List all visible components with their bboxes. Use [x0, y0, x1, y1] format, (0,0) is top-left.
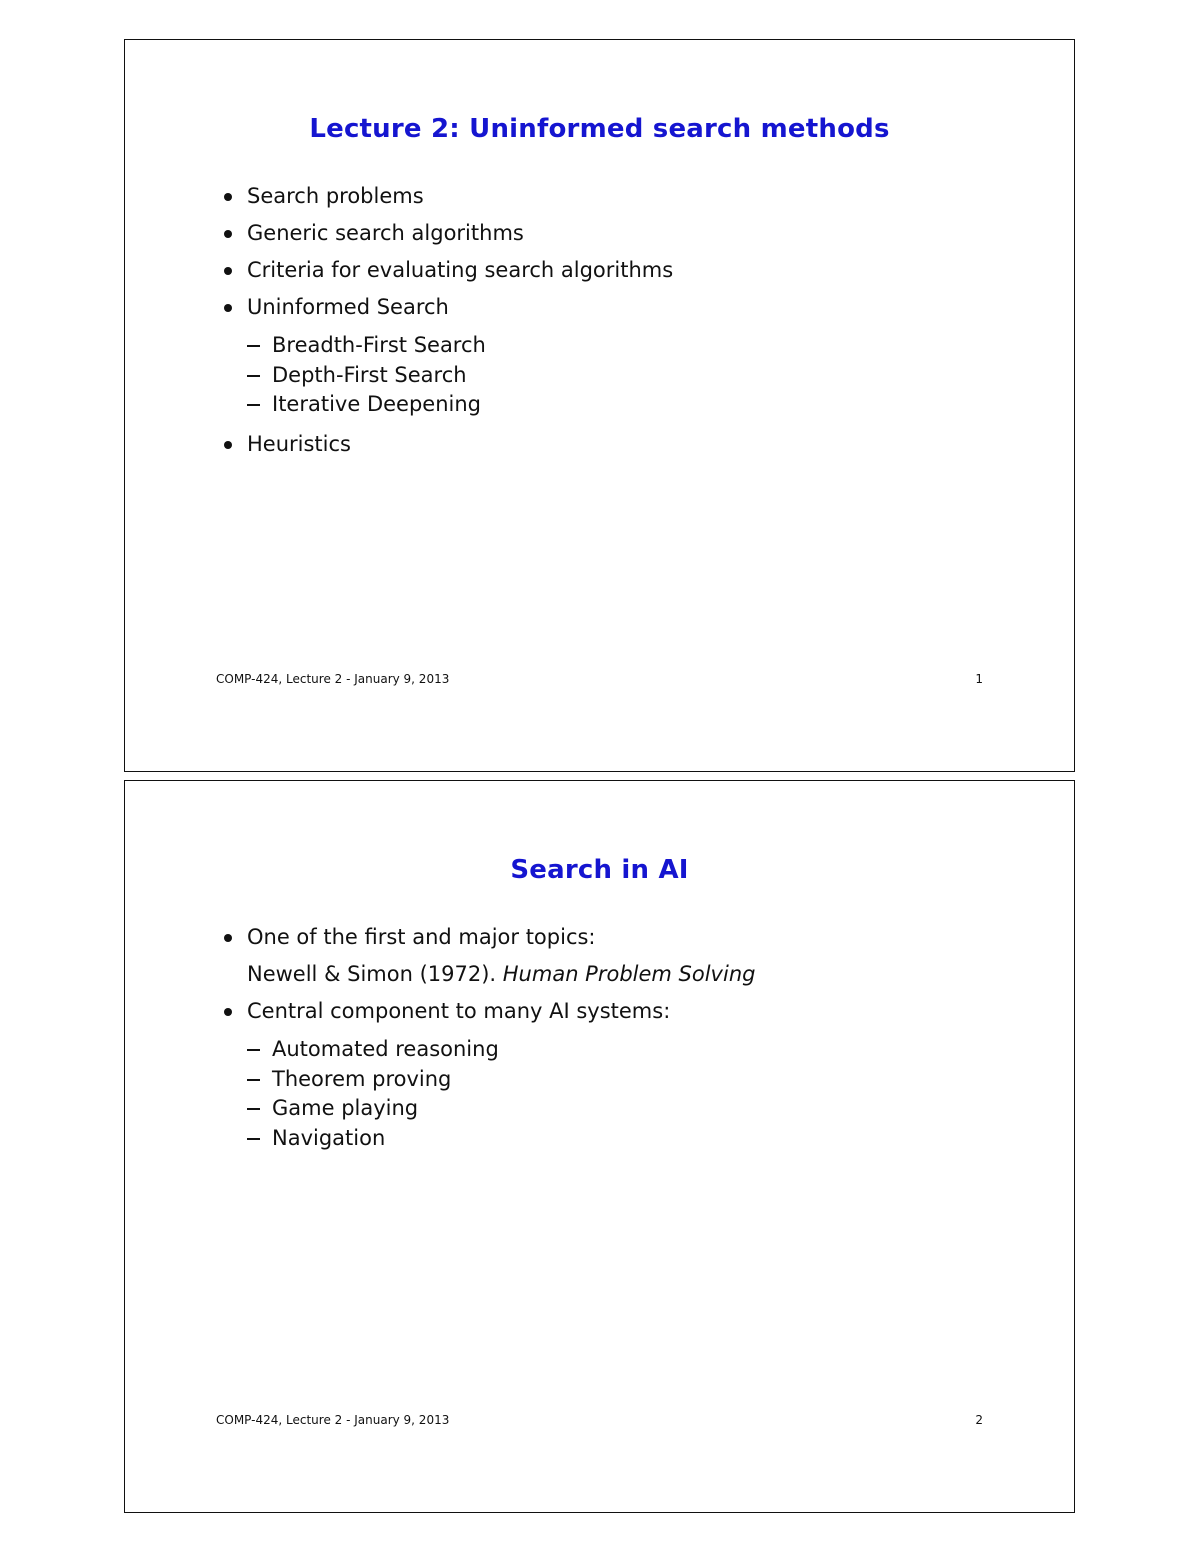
- dash-icon: [247, 345, 260, 347]
- bullet-dot-icon: [224, 193, 232, 201]
- dash-icon: [247, 1138, 260, 1140]
- slide-2: [124, 780, 1075, 1513]
- bullet-dot-icon: [224, 1008, 232, 1016]
- bullet-text: One of the first and major topics:: [247, 925, 596, 949]
- dash-icon: [247, 1079, 260, 1081]
- sub-bullet-item: [247, 1065, 1034, 1095]
- citation-line: [247, 961, 1034, 987]
- page-number: 2: [975, 1413, 983, 1427]
- citation-authors: Newell & Simon (1972).: [247, 962, 503, 986]
- sub-bullet-item: [247, 331, 1034, 361]
- bullet-text: Search problems: [247, 184, 424, 208]
- bullet-dot-icon: [224, 304, 232, 312]
- sub-bullet-text: Breadth-First Search: [272, 333, 486, 357]
- bullet-dot-icon: [224, 267, 232, 275]
- page-number: 1: [975, 672, 983, 686]
- bullet-text: Central component to many AI systems:: [247, 999, 671, 1023]
- bullet-item: [221, 998, 1034, 1153]
- slide-title: Lecture 2: Uninformed search methods: [309, 114, 890, 144]
- sub-bullet-text: Automated reasoning: [272, 1037, 499, 1061]
- sub-bullet-list: [247, 331, 1034, 420]
- bullet-item: [221, 257, 1034, 283]
- bullet-item: [221, 924, 1034, 987]
- sub-bullet-list: [247, 1035, 1034, 1153]
- bullet-item: [221, 183, 1034, 209]
- sub-bullet-item: [247, 361, 1034, 391]
- sub-bullet-text: Theorem proving: [272, 1066, 452, 1091]
- bullet-dot-icon: [224, 441, 232, 449]
- slide-1: [124, 39, 1075, 772]
- sub-bullet-item: [247, 1035, 1034, 1065]
- footer-course-info: COMP-424, Lecture 2 - January 9, 2013: [216, 672, 450, 686]
- citation-book-title: Human Problem Solving: [502, 962, 756, 986]
- bullet-text: Criteria for evaluating search algorithms: [247, 258, 674, 282]
- sub-bullet-text: Iterative Deepening: [272, 392, 481, 416]
- bullet-text: Heuristics: [247, 431, 351, 456]
- bullet-item: [221, 431, 1034, 457]
- bullet-dot-icon: [224, 230, 232, 238]
- bullet-text: Uninformed Search: [247, 295, 449, 319]
- bullet-text: Generic search algorithms: [247, 221, 524, 245]
- sub-bullet-text: Navigation: [272, 1125, 386, 1150]
- dash-icon: [247, 404, 260, 406]
- footer-course-info: COMP-424, Lecture 2 - January 9, 2013: [216, 1413, 450, 1427]
- bullet-item: [221, 294, 1034, 420]
- bullet-item: [221, 220, 1034, 246]
- sub-bullet-item: [247, 1124, 1034, 1154]
- sub-bullet-item: [247, 390, 1034, 420]
- bullet-dot-icon: [224, 934, 232, 942]
- sub-bullet-text: Game playing: [272, 1096, 419, 1120]
- dash-icon: [247, 375, 260, 377]
- slide-title: Search in AI: [510, 855, 689, 885]
- dash-icon: [247, 1108, 260, 1110]
- slide-content: [221, 183, 1034, 468]
- bullet-list: [221, 183, 1034, 457]
- sub-bullet-item: [247, 1094, 1034, 1124]
- slide-content: [221, 924, 1034, 1164]
- sub-bullet-text: Depth-First Search: [272, 362, 467, 387]
- bullet-list: [221, 924, 1034, 1153]
- dash-icon: [247, 1049, 260, 1051]
